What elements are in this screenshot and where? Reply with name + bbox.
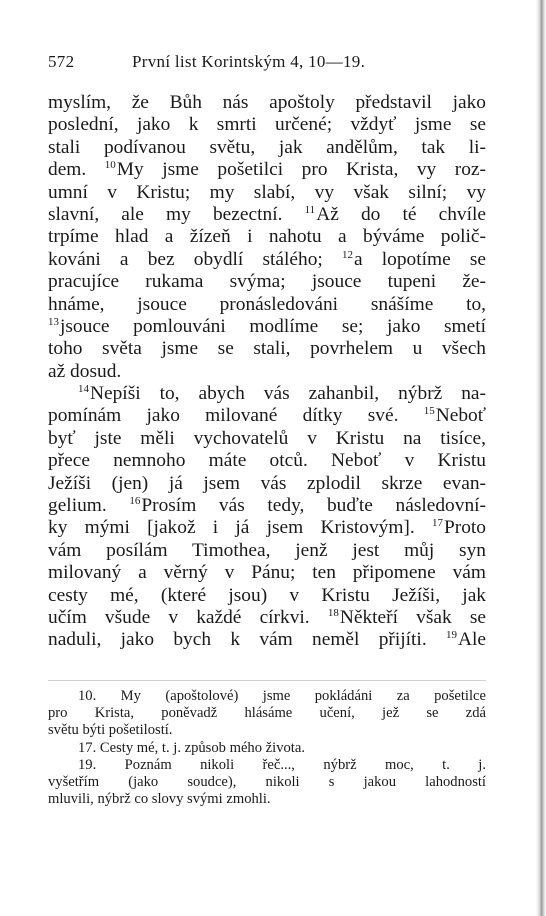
text-line: stali podívanou světu, jak andělům, tak li- xyxy=(48,136,486,158)
running-head xyxy=(48,52,488,76)
footnote-line: 17. Cesty mé, t. j. způsob mého života. xyxy=(78,739,305,756)
footnotes xyxy=(48,688,486,808)
verse-number: 16 xyxy=(129,495,141,508)
text-line: poslední, jako k smrti určené; vždyť jsme se xyxy=(48,114,486,136)
footnote-line: vyšetřím (jako soudce), nikoli s jakou lahodností xyxy=(48,773,486,790)
footnote-separator xyxy=(48,680,486,681)
verse-number: 13 xyxy=(48,315,59,328)
verse-number: 12 xyxy=(341,248,353,261)
page-edge-shadow xyxy=(536,0,546,916)
verse-number: 19 xyxy=(446,629,457,642)
text-line: gelium. $^{16}$Prosím vás tedy, buďte následovní- xyxy=(48,495,486,517)
text-line: $^{13}$jsouce pomlouváni modlíme se; jako smetí xyxy=(48,315,486,337)
verse-number: 10 xyxy=(104,159,116,172)
verse-number: 11 xyxy=(304,203,316,216)
footnote-line: světu býti pošetilostí. xyxy=(48,722,173,739)
page-number: 572 xyxy=(48,52,75,71)
text-line: kováni a bez obydlí stálého; $^{12}$a lopotíme se xyxy=(48,248,486,270)
verse-number: 17 xyxy=(431,517,443,530)
footnote-line: mluvili, nýbrž co slovy svými zmohli. xyxy=(48,791,271,808)
footnote-line: 10. My (apoštolové) jsme pokládáni za pošetilce xyxy=(78,688,486,704)
text-line: toho světa jsme se stali, povrhelem u všech xyxy=(48,338,486,360)
body-text xyxy=(48,92,486,652)
text-line: učím všude v každé církvi. $^{18}$Někteří však se xyxy=(48,606,486,628)
text-line: pracujíce rukama svýma; jsouce tupeni že- xyxy=(48,271,486,293)
text-line: přece nemnoho máte otců. Neboť v Kristu xyxy=(48,450,486,472)
text-line: vám posílám Timothea, jenž jest můj syn xyxy=(48,539,486,561)
text-line: milovaný a věrný v Pánu; ten připomene vám xyxy=(48,562,486,584)
text-line: naduli, jako bych k vám neměl přijíti. $^{19}$Ale xyxy=(48,629,486,651)
text-line: dem. $^{10}$My jsme pošetilci pro Krista, vy roz- xyxy=(48,159,486,181)
text-line: ky mými [jakož i já jsem Kristovým]. $^{17}$Proto xyxy=(48,517,486,539)
text-line: $^{14}$Nepíši to, abych vás zahanbil, nýbrž na- xyxy=(78,383,486,405)
text-line: hnáme, jsouce pronásledováni snášíme to, xyxy=(48,293,486,315)
text-line: slavní, ale my bezectní. $^{11}$Až do té chvíle xyxy=(48,203,487,225)
text-line: myslím, že Bůh nás apoštoly představil jako xyxy=(48,92,486,113)
text-line: umní v Kristu; my slabí, vy však silní; vy xyxy=(48,181,486,203)
text-line: až dosud. xyxy=(48,360,122,382)
footnote-line: 19. Poznám nikoli řeč..., nýbrž moc, t. j. xyxy=(78,756,486,773)
text-line: cesty mé, (které jsou) v Kristu Ježíši, jak xyxy=(48,584,486,606)
verse-number: 18 xyxy=(327,606,339,619)
text-line: pomínám jako milované dítky své. $^{15}$Neboť xyxy=(48,405,486,427)
text-line: Ježíši (jen) já jsem vás zplodil skrze evan- xyxy=(48,472,486,494)
footnote-line: pro Krista, poněvadž hlásáme učení, jež se zdá xyxy=(48,705,486,722)
text-line: trpíme hlad a žízeň i nahotu a býváme polič- xyxy=(48,226,486,248)
verse-number: 15 xyxy=(423,405,435,418)
verse-number: 14 xyxy=(78,383,89,396)
running-title: První list Korintským 4, 10—19. xyxy=(132,52,366,71)
text-line: byť jste měli vychovatelů v Kristu na tisíce, xyxy=(48,427,486,449)
